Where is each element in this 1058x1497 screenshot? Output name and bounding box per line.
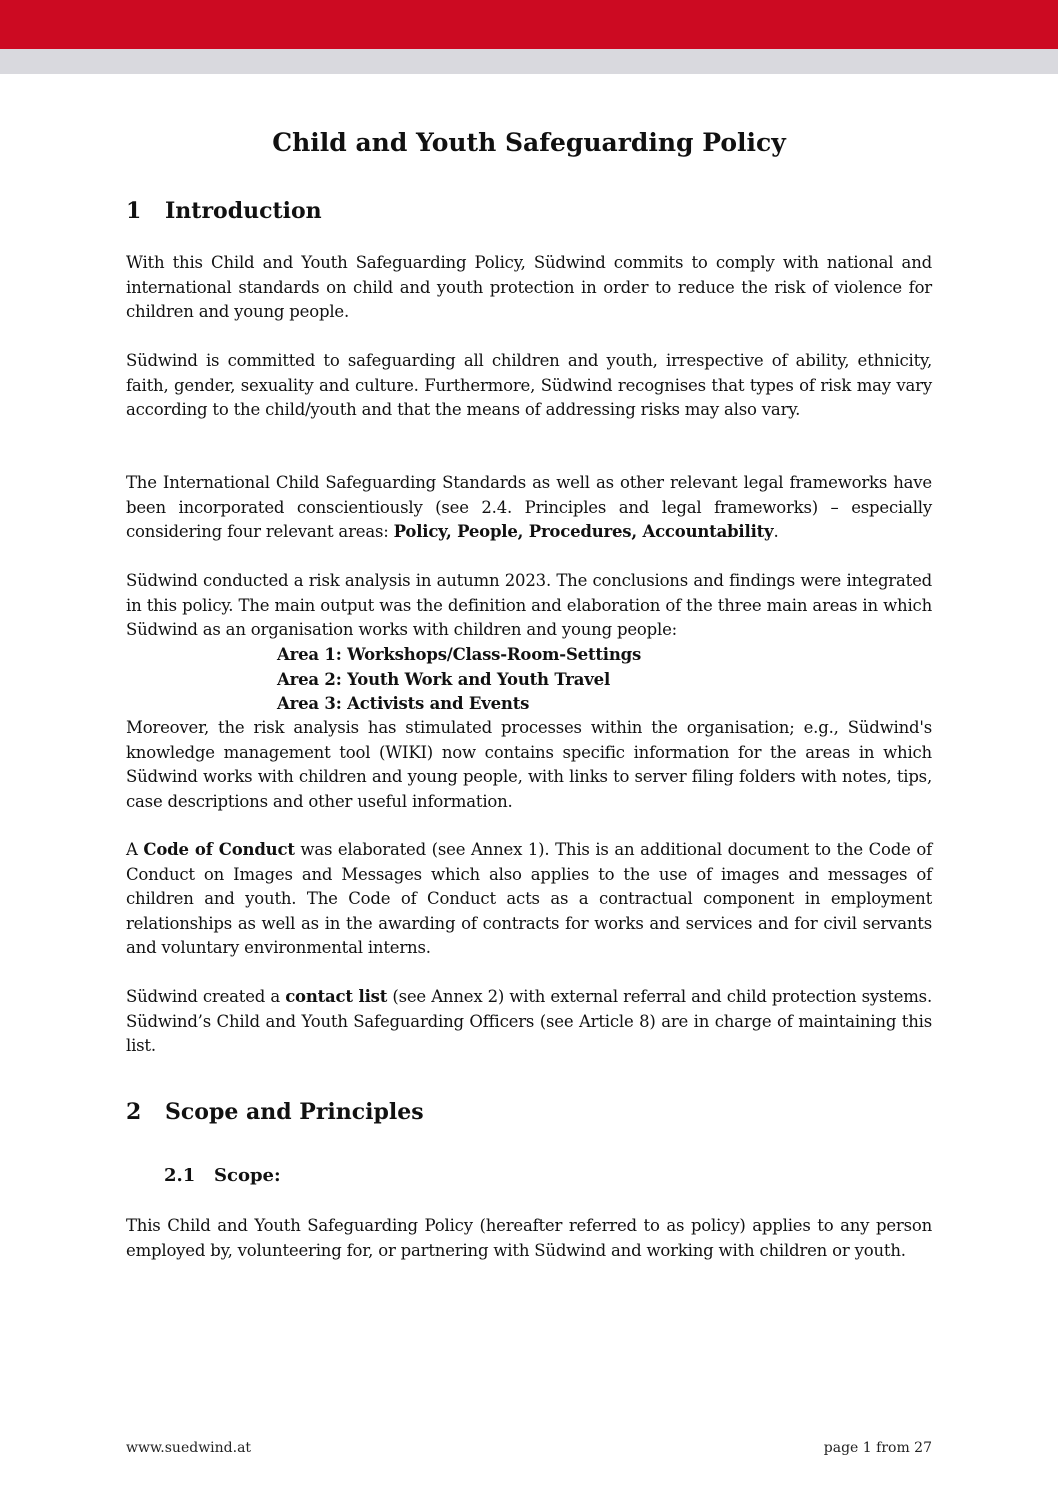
scope-paragraph: This Child and Youth Safeguarding Policy (hereafter referred to as policy) applies to any person employed by, volunteering for, or partnering with Südwind and working with children or youth. [126,1216,932,1260]
intro-paragraph-3 [126,471,932,545]
intro-paragraph-4: Südwind conducted a risk analysis in autumn 2023. The conclusions and findings were integrated in this policy. The main output was the definition and elaboration of the three main areas in which Südwind as an organisation works with children and young people: [126,571,932,639]
intro-paragraph-1: With this Child and Youth Safeguarding Policy, Südwind commits to comply with national and international standards on child and youth protection in order to reduce the risk of violence for children and young people. [126,253,932,321]
intro-paragraph-2: Südwind is committed to safeguarding all children and youth, irrespective of ability, ethnicity, faith, gender, sexuality and culture. Furthermore, Südwind recognises that types of risk may vary according to the child/youth and that the means of addressing risks may also vary. [126,351,932,419]
intro-paragraph-6 [126,838,932,961]
section-1-number: 1 [126,198,142,224]
section-2-title: Scope and Principles [165,1099,424,1125]
subsection-2-1-heading [164,1163,924,1189]
section-2-heading [126,1097,932,1127]
intro-paragraph-7 [126,985,932,1059]
header-red-band [0,0,1058,49]
footer-page-number: page 1 from 27 [823,1440,932,1456]
header-grey-band [0,49,1058,74]
footer-website: www.suedwind.at [126,1440,252,1456]
document-title: Child and Youth Safeguarding Policy [272,128,786,157]
subsection-2-1-number: 2.1 [164,1165,196,1186]
code-of-conduct-bold: Code of Conduct [143,840,295,859]
subsection-2-1-title: Scope: [214,1165,281,1186]
contact-list-bold: contact list [285,987,388,1006]
section-1-heading [126,196,932,226]
four-areas-bold: Policy, People, Procedures, Accountability [393,522,774,541]
intro-paragraph-3-text: The International Child Safeguarding Standards as well as other relevant legal frameworks have been incorporated conscientiously (see 2.4. Principles and legal frameworks) – especially considering four relevant areas: [126,473,932,541]
areas-list [277,643,917,717]
area-item: Area 2: Youth Work and Youth Travel [277,669,611,689]
intro-paragraph-7-text: (see Annex 2) with external referral and child protection systems. Südwind’s Child and Youth Safeguarding Officers (see Article 8) are in charge of maintaining this list. [126,987,932,1055]
section-2-number: 2 [126,1099,142,1125]
area-item: Area 3: Activists and Events [277,694,530,713]
section-1-title: Introduction [165,198,322,224]
intro-paragraph-6-start: A [126,840,144,859]
area-item: Area 1: Workshops/Class-Room-Settings [277,645,642,664]
intro-paragraph-7-start: Südwind created a [126,987,286,1006]
intro-paragraph-5: Moreover, the risk analysis has stimulated processes within the organisation; e.g., Südwind's knowledge management tool (WIKI) now contains specific information for the areas in which Südwind works with children and young people, with links to server filing folders with notes, tips, case descriptions and other useful information. [126,718,932,811]
intro-paragraph-6-text: was elaborated (see Annex 1). This is an additional document to the Code of Conduct on Images and Messages which also applies to the use of images and messages of children and youth. The Code of Conduct acts as a contractual component in employment relationships as well as in the awarding of contracts for works and services and for civil servants and voluntary environmental interns. [126,840,932,957]
intro-paragraph-3-end: . [773,522,779,541]
